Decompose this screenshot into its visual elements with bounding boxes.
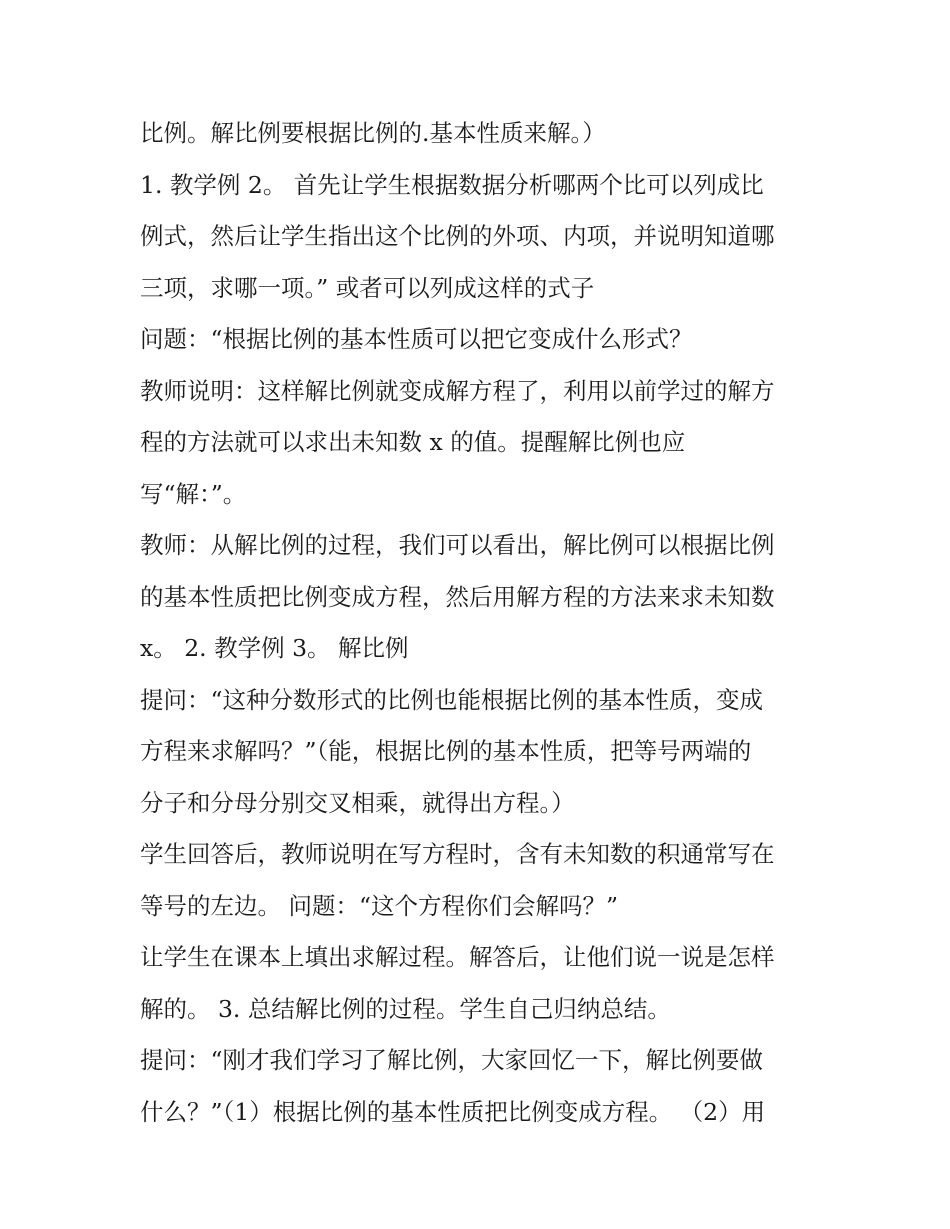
text-line: 提问：“刚才我们学习了解比例，大家回忆一下，解比例要做 <box>140 1046 764 1074</box>
text-line: 的基本性质把比例变成方程，然后用解方程的方法来求未知数 <box>140 582 775 611</box>
body-text <box>140 108 820 1138</box>
text-line: 什么？”（1）根据比例的基本性质把比例变成方程。 （2）用 <box>140 1097 766 1126</box>
text-line: 方程来求解吗？”（能，根据比例的基本性质，把等号两端的 <box>140 737 752 765</box>
text-line: 例式，然后让学生指出这个比例的外项、内项，并说明知道哪 <box>140 222 775 250</box>
text-line: 比例。解比例要根据比例的.基本性质来解。） <box>140 119 606 147</box>
text-line: 学生回答后，教师说明在写方程时，含有未知数的积通常写在 <box>140 840 775 868</box>
text-line: 解的。 3. 总结解比例的过程。学生自己归纳总结。 <box>140 994 671 1023</box>
text-line: 教师说明：这样解比例就变成解方程了，利用以前学过的解方 <box>140 376 775 405</box>
text-line: 分子和分母分别交叉相乘，就得出方程。） <box>140 788 575 817</box>
text-line: 程的方法就可以求出未知数 x 的值。提醒解比例也应 <box>140 428 686 456</box>
text-line: 1. 教学例 2。 首先让学生根据数据分析哪两个比可以列成比 <box>140 170 764 199</box>
text-line: 让学生在课本上填出求解过程。解答后，让他们说一说是怎样 <box>140 943 775 971</box>
text-line: 写“解：”。 <box>140 479 247 508</box>
text-line: x。 2. 教学例 3。 解比例 <box>140 634 409 662</box>
text-line: 等号的左边。 问题：“这个方程你们会解吗？” <box>140 891 618 920</box>
text-line: 三项，求哪一项。” 或者可以列成这样的式子 <box>140 273 595 302</box>
text-line: 问题：“根据比例的基本性质可以把它变成什么形式？ <box>140 325 693 353</box>
text-line: 提问：“这种分数形式的比例也能根据比例的基本性质，变成 <box>140 685 764 714</box>
text-line: 教师：从解比例的过程，我们可以看出，解比例可以根据比例 <box>140 531 775 559</box>
